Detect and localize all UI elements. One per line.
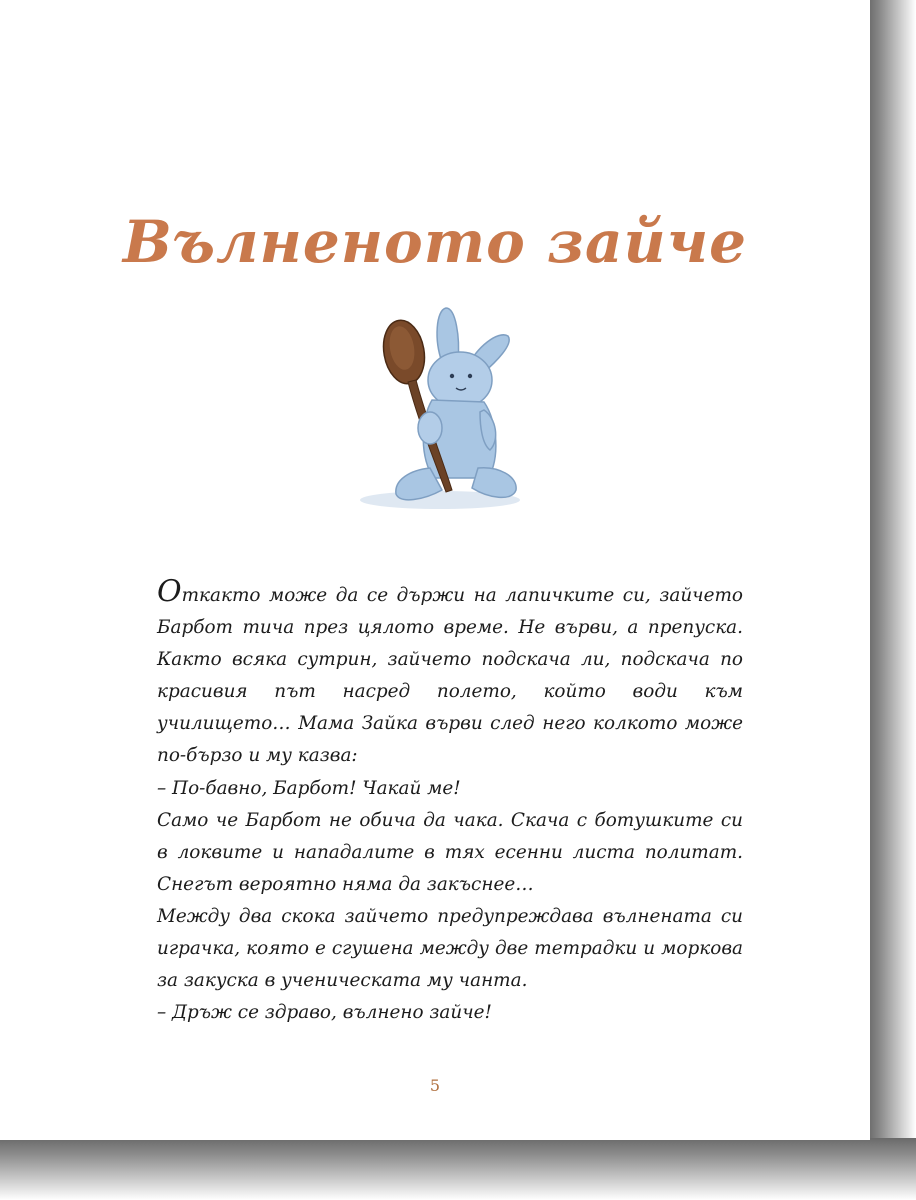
page-shadow-right <box>868 0 916 1200</box>
paragraph-1 <box>157 574 743 773</box>
paragraph-1-text: ткакто може да се държи на лапичките си, зайчето Барбот тича през цялото време. Не върви, а препуска. Както всяка сутрин, зайчето подскача ли, подскача по красивия път насред полето, който води към училището… Мама Зайка върви след него колкото може по-бързо и му казва: <box>157 585 743 767</box>
bunny-holding-spoon-icon <box>350 300 530 525</box>
paragraph-5: – Дръж се здраво, вълнено зайче! <box>157 1002 492 1024</box>
paragraph-3: Само че Барбот не обича да чака. Скача с ботушките си в локвите и нападалите в тях есенни листа политат. Снегът вероятно няма да закъснее… <box>157 809 743 895</box>
paragraph-2: – По-бавно, Барбот! Чакай ме! <box>157 777 461 799</box>
drop-cap: О <box>157 574 182 609</box>
page-shadow-bottom <box>0 1138 916 1200</box>
page-number: 5 <box>429 1076 441 1095</box>
chapter-title: Вълненото зайче <box>122 208 748 276</box>
story-text <box>157 574 743 1029</box>
paragraph-4: Между два скока зайчето предупреждава вълнената си играчка, която е сгушена между две тетрадки и моркова за закуска в ученическата му чанта. <box>157 905 743 992</box>
